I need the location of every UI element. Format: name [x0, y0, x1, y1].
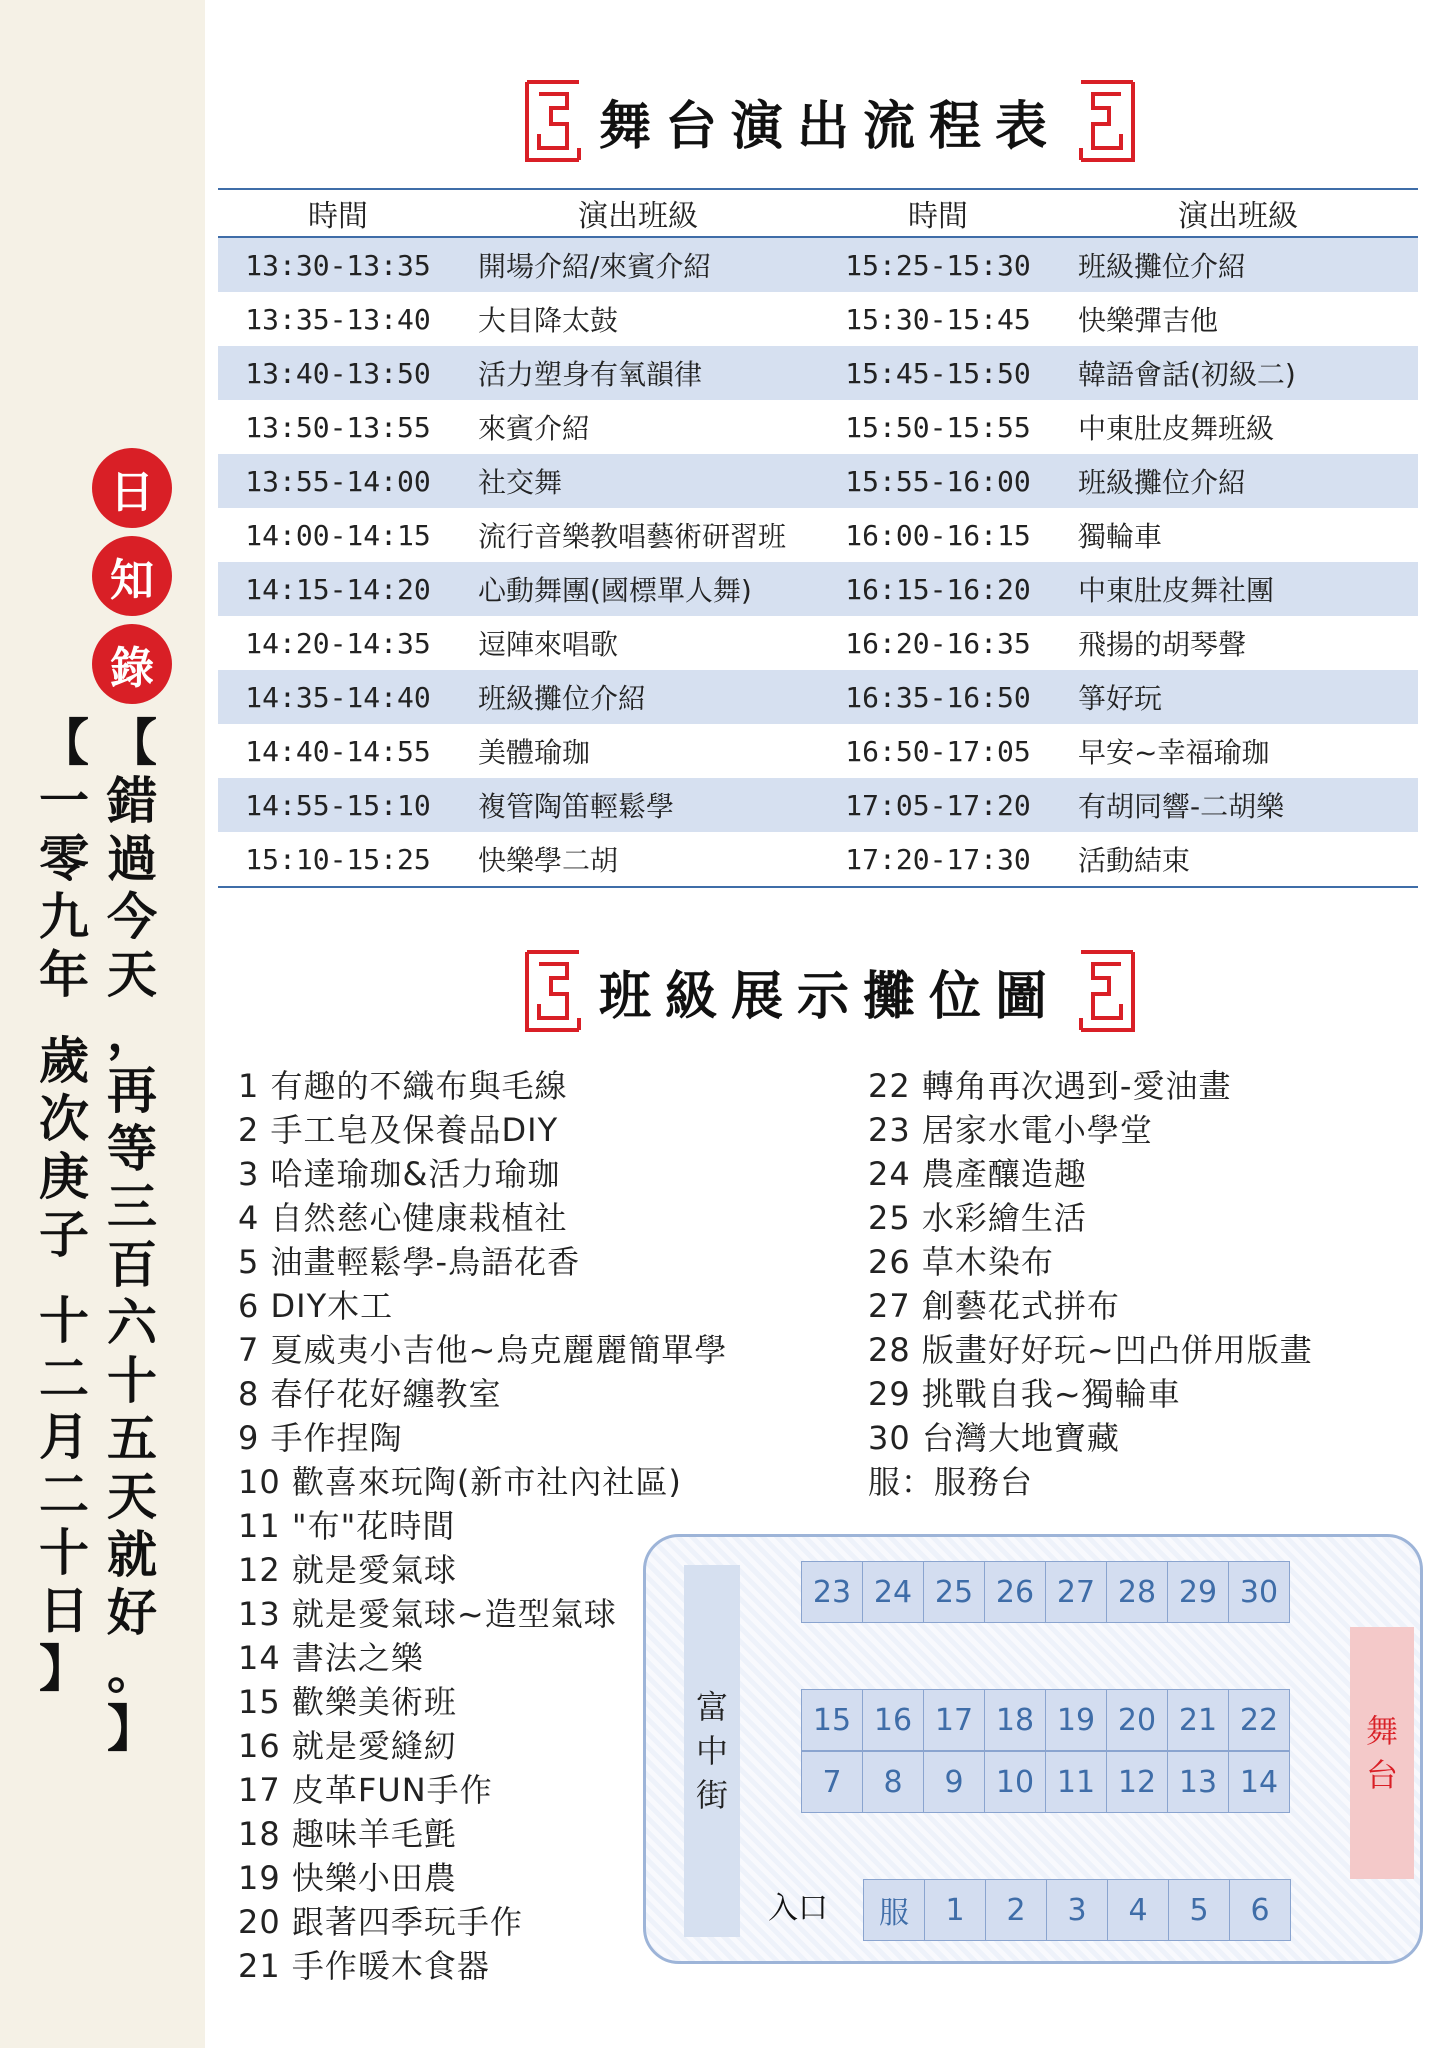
- schedule-class: 中東肚皮舞班級: [1078, 412, 1275, 445]
- schedule-time: 15:30-15:45: [845, 302, 1031, 336]
- lattice-ornament-right-icon: [1075, 78, 1139, 164]
- date-char: 庚: [39, 1147, 89, 1206]
- schedule-class: 獨輪車: [1078, 520, 1163, 553]
- street-char: 中: [695, 1732, 728, 1770]
- schedule-time: 14:00-14:15: [245, 518, 431, 552]
- date-char: 零: [39, 829, 89, 888]
- booth-list-item: 3 哈達瑜珈&活力瑜珈: [238, 1155, 561, 1193]
- schedule-row: [218, 237, 1418, 292]
- booth-cell: 11: [1045, 1751, 1107, 1813]
- schedule-row: [218, 292, 1418, 346]
- booth-list-item: 29 挑戰自我~獨輪車: [868, 1375, 1181, 1413]
- date-char: 年: [39, 945, 89, 1004]
- booth-cell: 18: [984, 1689, 1046, 1751]
- schedule-class: 韓語會話(初級二): [1058, 346, 1418, 400]
- quote-char: 天: [107, 1467, 157, 1526]
- booth-cell: 20: [1106, 1689, 1168, 1751]
- booth-cell: 21: [1167, 1689, 1229, 1751]
- booth-cell: 5: [1168, 1879, 1230, 1941]
- booth-list-item: 7 夏威夷小吉他~烏克麗麗簡單學: [238, 1331, 728, 1369]
- booth-list-item: 25 水彩繪生活: [868, 1199, 1087, 1237]
- schedule-row: [218, 562, 1418, 616]
- schedule-row: [218, 346, 1418, 400]
- booth-cell: 22: [1228, 1689, 1290, 1751]
- badge-zhi: 知: [92, 536, 172, 616]
- schedule-time: 15:55-16:00: [818, 454, 1058, 508]
- quote-char: 等: [107, 1119, 157, 1178]
- schedule-class: 早安~幸福瑜珈: [1078, 736, 1270, 769]
- schedule-class: 箏好玩: [1058, 670, 1418, 724]
- schedule-header-row: [218, 189, 1418, 237]
- sidebar-date: [32, 714, 96, 1698]
- quote-char: 好: [107, 1583, 157, 1642]
- schedule-class: 美體瑜珈: [478, 736, 591, 769]
- stage-label: [1350, 1627, 1414, 1879]
- quote-char: 六: [107, 1293, 157, 1352]
- schedule-table: [218, 188, 1418, 888]
- booth-cell: 16: [862, 1689, 924, 1751]
- schedule-row: [218, 400, 1418, 454]
- booth-cell: 27: [1045, 1561, 1107, 1623]
- booth-row-bottom: [864, 1879, 1291, 1941]
- booth-row-top: [802, 1561, 1290, 1623]
- booth-cell: 4: [1107, 1879, 1169, 1941]
- booth-cell: 服: [863, 1879, 925, 1941]
- schedule-class: 流行音樂教唱藝術研習班: [478, 520, 787, 553]
- schedule-time: 15:45-15:50: [818, 346, 1058, 400]
- quote-char: 三: [107, 1177, 157, 1236]
- booth-list-item: 20 跟著四季玩手作: [238, 1903, 523, 1941]
- booth-list-item: 22 轉角再次遇到-愛油畫: [868, 1067, 1232, 1105]
- quote-char: 百: [107, 1235, 157, 1294]
- quote-char: 。: [107, 1641, 157, 1700]
- schedule-row: [218, 832, 1418, 887]
- header-class-1: 演出班級: [458, 189, 818, 237]
- schedule-class: 活力塑身有氧韻律: [458, 346, 818, 400]
- booth-row-middle-1: [802, 1689, 1290, 1751]
- entrance-label: 入口: [768, 1891, 828, 1926]
- quote-char: 就: [107, 1525, 157, 1584]
- booth-cell: 8: [862, 1751, 924, 1813]
- lattice-ornament-left-icon: [521, 948, 585, 1034]
- booth-list-item: 23 居家水電小學堂: [868, 1111, 1153, 1149]
- schedule-time: 14:40-14:55: [245, 734, 431, 768]
- schedule-class: 開場介紹/來賓介紹: [458, 237, 818, 292]
- date-char: 歲: [39, 1031, 89, 1090]
- booth-cell: 13: [1167, 1751, 1229, 1813]
- schedule-class: 大目降太鼓: [478, 304, 619, 337]
- schedule-row: [218, 454, 1418, 508]
- schedule-class: 來賓介紹: [478, 412, 591, 445]
- booth-list-item: 27 創藝花式拼布: [868, 1287, 1120, 1325]
- schedule-time: 13:50-13:55: [245, 410, 431, 444]
- sidebar: [0, 0, 205, 2048]
- booth-list-item: 10 歡喜來玩陶(新市社內社區): [238, 1463, 682, 1501]
- booth-cell: 10: [984, 1751, 1046, 1813]
- schedule-time: 14:20-14:35: [245, 626, 431, 660]
- booth-cell: 26: [984, 1561, 1046, 1623]
- booth-cell: 12: [1106, 1751, 1168, 1813]
- booth-cell: 6: [1229, 1879, 1291, 1941]
- schedule-time: 13:35-13:40: [245, 302, 431, 336]
- schedule-row: [218, 724, 1418, 778]
- booth-list-item: 6 DIY木工: [238, 1287, 394, 1325]
- booth-list-item: 18 趣味羊毛氈: [238, 1815, 457, 1853]
- schedule-time: 14:55-15:10: [218, 778, 458, 832]
- booth-list-item: 8 春仔花好纏教室: [238, 1375, 502, 1413]
- date-char: [32, 1004, 96, 1032]
- booth-list-item: 26 草木染布: [868, 1243, 1054, 1281]
- schedule-class: 有胡同響-二胡樂: [1058, 778, 1418, 832]
- booth-cell: 9: [923, 1751, 985, 1813]
- booth-list-item: 24 農產釀造趣: [868, 1155, 1087, 1193]
- schedule-class: 逗陣來唱歌: [478, 628, 619, 661]
- booth-list-item: 5 油畫輕鬆學-鳥語花香: [238, 1243, 581, 1281]
- quote-char: ，: [107, 1003, 157, 1062]
- booth-list-item: 13 就是愛氣球~造型氣球: [238, 1595, 617, 1633]
- date-char: 九: [39, 887, 89, 946]
- quote-char: 】: [107, 1699, 157, 1758]
- date-char: 一: [39, 771, 89, 830]
- schedule-class: 中東肚皮舞社團: [1058, 562, 1418, 616]
- schedule-class: 快樂彈吉他: [1078, 304, 1219, 337]
- booth-list-item: 15 歡樂美術班: [238, 1683, 457, 1721]
- stage-char: 台: [1365, 1756, 1398, 1794]
- schedule-time: 14:35-14:40: [218, 670, 458, 724]
- booth-cell: 24: [862, 1561, 924, 1623]
- lattice-ornament-right-icon: [1075, 948, 1139, 1034]
- booth-list-right: [868, 1064, 1313, 1504]
- date-char: 【: [39, 713, 89, 772]
- booth-cell: 3: [1046, 1879, 1108, 1941]
- quote-char: 五: [107, 1409, 157, 1468]
- stage-char: 舞: [1365, 1712, 1398, 1750]
- schedule-class: 班級攤位介紹: [458, 670, 818, 724]
- schedule-time: 16:35-16:50: [818, 670, 1058, 724]
- date-char: [32, 1264, 96, 1292]
- booth-cell: 2: [985, 1879, 1047, 1941]
- street-char: 街: [695, 1776, 728, 1814]
- schedule-class: 班級攤位介紹: [1058, 237, 1418, 292]
- schedule-time: 15:10-15:25: [218, 832, 458, 887]
- booth-list-item: 28 版畫好好玩~凹凸併用版畫: [868, 1331, 1313, 1369]
- date-char: 月: [39, 1407, 89, 1466]
- booth-cell: 23: [801, 1561, 863, 1623]
- booth-map: [643, 1534, 1423, 1964]
- booth-list-item: 21 手作暖木食器: [238, 1947, 490, 1985]
- header-time-1: 時間: [218, 189, 458, 237]
- booth-list-item: 14 書法之樂: [238, 1639, 424, 1677]
- booth-heading: [520, 946, 1140, 1036]
- booth-list-item: 16 就是愛縫紉: [238, 1727, 457, 1765]
- quote-char: 十: [107, 1351, 157, 1410]
- schedule-time: 17:05-17:20: [818, 778, 1058, 832]
- schedule-class: 複管陶笛輕鬆學: [458, 778, 818, 832]
- quote-char: 過: [107, 829, 157, 888]
- booth-list-item: 服：服務台: [868, 1463, 1034, 1501]
- booth-list-item: 9 手作捏陶: [238, 1419, 403, 1457]
- schedule-class: 快樂學二胡: [458, 832, 818, 887]
- booth-cell: 30: [1228, 1561, 1290, 1623]
- schedule-time: 15:25-15:30: [818, 237, 1058, 292]
- booth-cell: 19: [1045, 1689, 1107, 1751]
- schedule-row: [218, 778, 1418, 832]
- schedule-time: 15:50-15:55: [845, 410, 1031, 444]
- sidebar-quote: [100, 714, 164, 1758]
- booth-cell: 1: [924, 1879, 986, 1941]
- booth-row-middle-2: [802, 1751, 1290, 1813]
- schedule-time: 13:40-13:50: [218, 346, 458, 400]
- booth-cell: 14: [1228, 1751, 1290, 1813]
- badge-ri: 日: [92, 448, 172, 528]
- schedule-class: 活動結束: [1058, 832, 1418, 887]
- booth-cell: 17: [923, 1689, 985, 1751]
- booth-cell: 7: [801, 1751, 863, 1813]
- date-char: 二: [39, 1465, 89, 1524]
- street-char: 富: [695, 1688, 728, 1726]
- booth-cell: 15: [801, 1689, 863, 1751]
- quote-char: 【: [107, 713, 157, 772]
- schedule-row: [218, 616, 1418, 670]
- date-char: 二: [39, 1349, 89, 1408]
- schedule-time: 13:30-13:35: [218, 237, 458, 292]
- schedule-heading: [520, 76, 1140, 166]
- booth-cell: 29: [1167, 1561, 1229, 1623]
- booth-cell: 28: [1106, 1561, 1168, 1623]
- street-label: [684, 1565, 740, 1937]
- schedule-time: 16:50-17:05: [845, 734, 1031, 768]
- booth-list-item: 1 有趣的不織布與毛線: [238, 1067, 568, 1105]
- schedule-class: 班級攤位介紹: [1058, 454, 1418, 508]
- quote-char: 天: [107, 945, 157, 1004]
- booth-list-item: 17 皮革FUN手作: [238, 1771, 493, 1809]
- date-char: 十: [39, 1523, 89, 1582]
- schedule-time: 14:15-14:20: [218, 562, 458, 616]
- booth-list-item: 4 自然慈心健康栽植社: [238, 1199, 568, 1237]
- booth-cell: 25: [923, 1561, 985, 1623]
- lattice-ornament-left-icon: [521, 78, 585, 164]
- schedule-class: 社交舞: [458, 454, 818, 508]
- booth-list-item: 12 就是愛氣球: [238, 1551, 457, 1589]
- schedule-row: [218, 508, 1418, 562]
- quote-char: 錯: [107, 771, 157, 830]
- schedule-row: [218, 670, 1418, 724]
- schedule-class: 心動舞團(國標單人舞): [458, 562, 818, 616]
- schedule-title: 舞台演出流程表: [598, 95, 1061, 157]
- schedule-time: 16:20-16:35: [845, 626, 1031, 660]
- booth-title: 班級展示攤位圖: [598, 965, 1061, 1027]
- schedule-time: 13:55-14:00: [218, 454, 458, 508]
- date-char: 日: [39, 1581, 89, 1640]
- badge-lu: 錄: [92, 624, 172, 704]
- booth-list-item: 11 "布"花時間: [238, 1507, 456, 1545]
- schedule-time: 17:20-17:30: [818, 832, 1058, 887]
- schedule-time: 16:00-16:15: [845, 518, 1031, 552]
- quote-char: 再: [107, 1061, 157, 1120]
- booth-list-item: 2 手工皂及保養品DIY: [238, 1111, 559, 1149]
- header-time-2: 時間: [818, 189, 1058, 237]
- date-char: 十: [39, 1291, 89, 1350]
- booth-list-item: 19 快樂小田農: [238, 1859, 457, 1897]
- booth-list-item: 30 台灣大地寶藏: [868, 1419, 1120, 1457]
- quote-char: 今: [107, 887, 157, 946]
- schedule-time: 16:15-16:20: [818, 562, 1058, 616]
- date-char: 子: [39, 1205, 89, 1264]
- date-char: 】: [39, 1639, 89, 1698]
- header-class-2: 演出班級: [1058, 189, 1418, 237]
- schedule-class: 飛揚的胡琴聲: [1078, 628, 1247, 661]
- date-char: 次: [39, 1089, 89, 1148]
